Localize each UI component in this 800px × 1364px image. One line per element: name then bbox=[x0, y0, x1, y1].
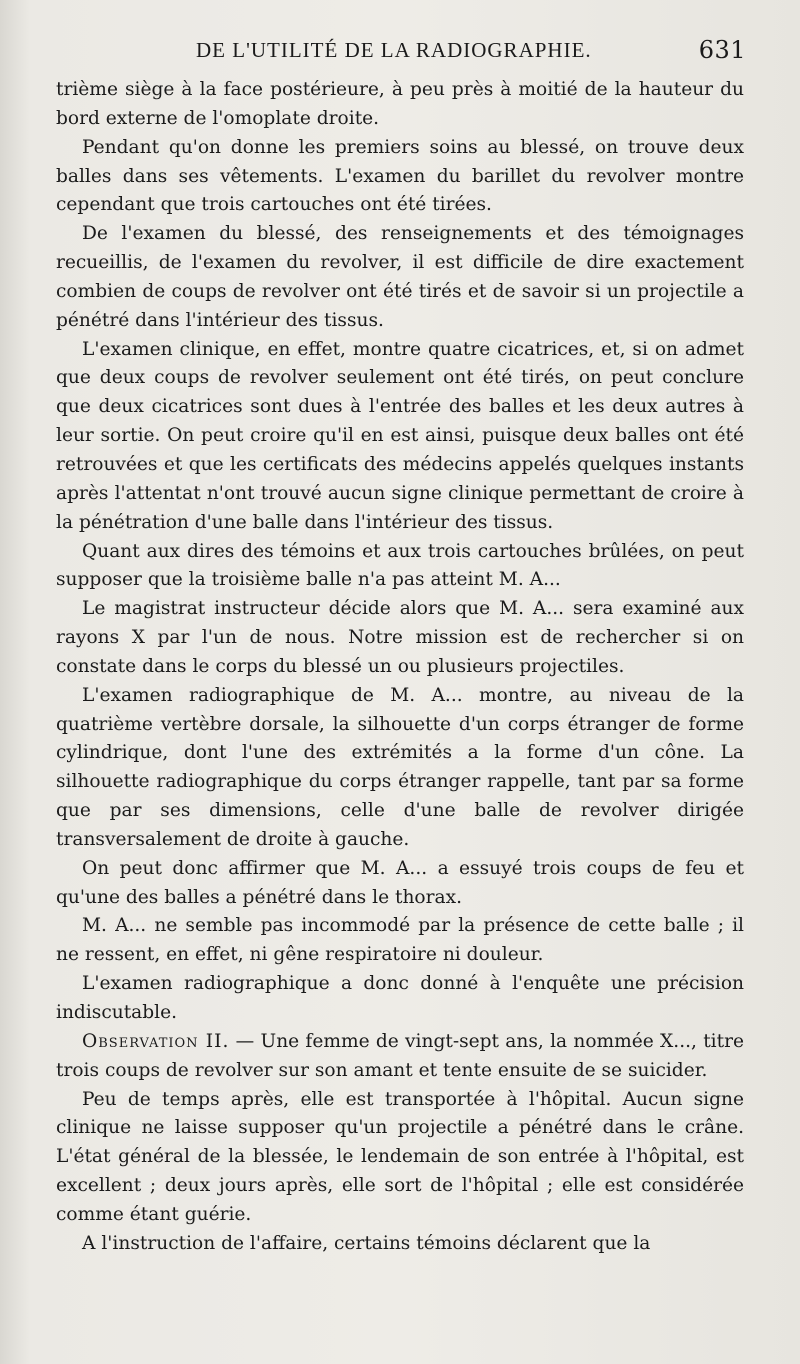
observation-heading: Observation II. bbox=[82, 1030, 230, 1052]
paragraph: On peut donc affirmer que M. A... a essuyé trois coups de feu et qu'une des balles a pénétré dans le thorax. bbox=[56, 857, 744, 908]
paragraph: L'examen radiographique de M. A... montre, au niveau de la quatrième vertèbre dorsale, la silhouette d'un corps étranger de forme cylindrique, dont l'une des extrémités a la forme d'un cône. La silhouette radiographique du corps étranger rappelle, tant par sa forme que par ses dimensions, celle d'une balle de revolver dirigée transversalement de droite à gauche. bbox=[56, 684, 744, 850]
paragraph: De l'examen du blessé, des renseignements et des témoignages recueillis, de l'examen du revolver, il est difficile de dire exactement combien de coups de revolver ont été tirés et de savoir si un projectile a pénétré dans l'intérieur des tissus. bbox=[56, 223, 744, 331]
body-text bbox=[56, 76, 744, 1259]
paragraph: M. A... ne semble pas incommodé par la présence de cette balle ; il ne ressent, en effet, ni gêne respiratoire ni douleur. bbox=[56, 915, 744, 966]
paragraph: Peu de temps après, elle est transportée à l'hôpital. Aucun signe clinique ne laisse supposer qu'un projectile a pénétré dans le crâne. L'état général de la blessée, le lendemain de son entrée à l'hôpital, est excellent ; deux jours après, elle sort de l'hôpital ; elle est considérée comme étant guérie. bbox=[56, 1088, 744, 1225]
observation-text: — Une femme de vingt-sept ans, la nommée X..., titre trois coups de revolver sur son amant et tente ensuite de se suicider. bbox=[56, 1030, 744, 1081]
paragraph: Le magistrat instructeur décide alors que M. A... sera examiné aux rayons X par l'un de nous. Notre mission est de rechercher si on constate dans le corps du blessé un ou plusieurs projectiles. bbox=[56, 598, 744, 677]
observation-paragraph bbox=[56, 1028, 744, 1086]
page-number: 631 bbox=[698, 36, 746, 64]
page-header bbox=[56, 34, 744, 74]
paragraph: L'examen clinique, en effet, montre quatre cicatrices, et, si on admet que deux coups de revolver seulement ont été tirés, on peut conclure que deux cicatrices sont dues à l'entrée des balles et les deux autres à leur sortie. On peut croire qu'il en est ainsi, puisque deux balles ont été retrouvées et que les certificats des médecins appelés quelques instants après l'attentat n'ont trouvé aucun signe clinique permettant de croire à la pénétration d'une balle dans l'intérieur des tissus. bbox=[56, 338, 744, 533]
paragraph: A l'instruction de l'affaire, certains témoins déclarent que la bbox=[82, 1232, 651, 1254]
paragraph: L'examen radiographique a donc donné à l'enquête une précision indiscutable. bbox=[56, 973, 744, 1023]
paragraph: Quant aux dires des témoins et aux trois cartouches brûlées, on peut supposer que la troisième balle n'a pas atteint M. A... bbox=[56, 540, 744, 591]
paragraph: Pendant qu'on donne les premiers soins au blessé, on trouve deux balles dans ses vêtements. L'examen du barillet du revolver montre cependant que trois cartouches ont été tirées. bbox=[56, 136, 744, 216]
running-head: DE L'UTILITÉ DE LA RADIOGRAPHIE. bbox=[196, 38, 592, 62]
paragraph: trième siège à la face postérieure, à peu près à moitié de la hauteur du bord externe de l'omoplate droite. bbox=[56, 79, 744, 129]
